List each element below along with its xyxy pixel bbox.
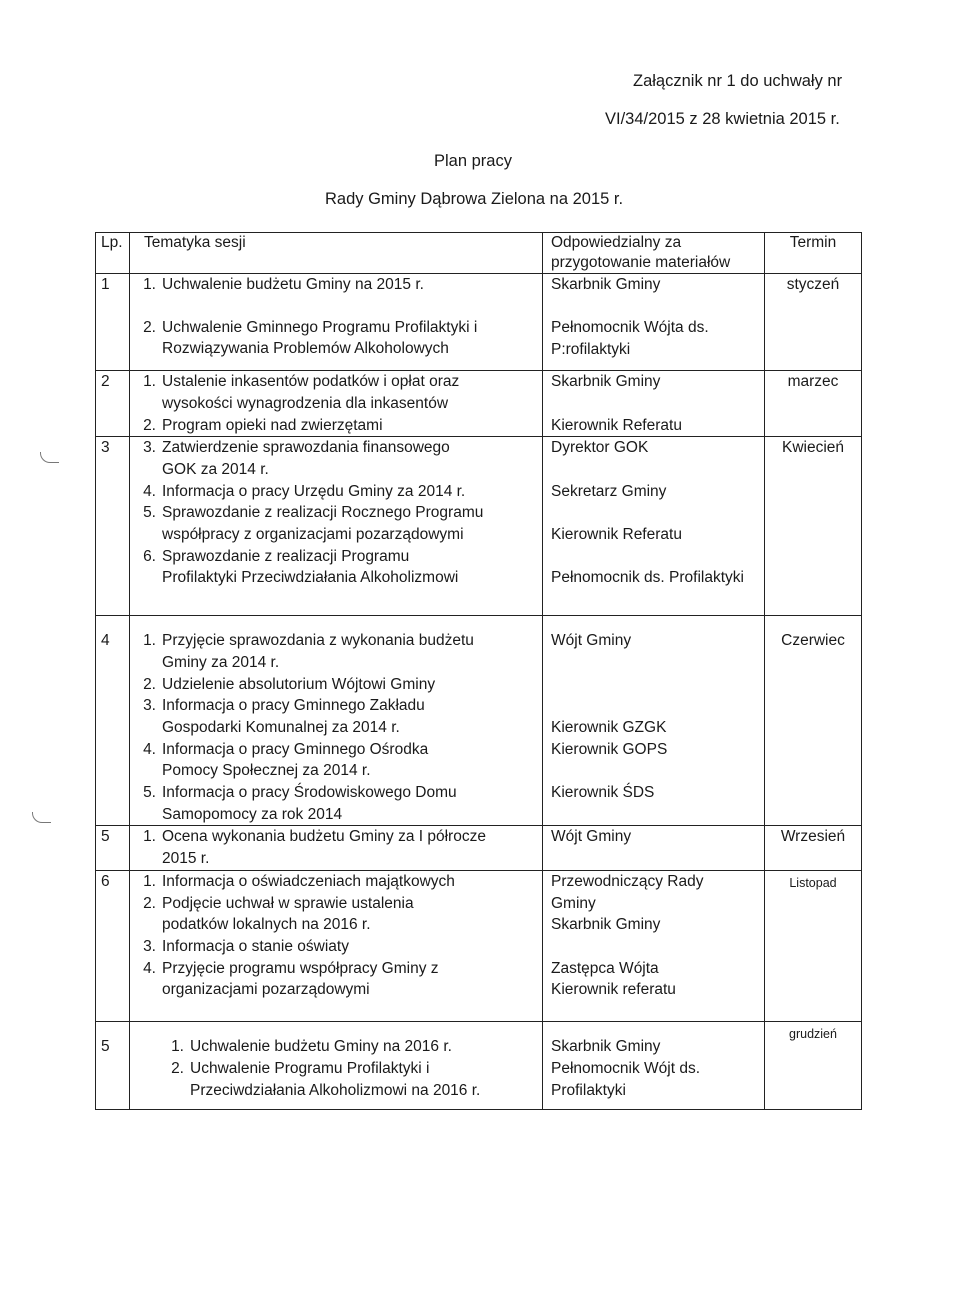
responsible-line: Kierownik GZGK <box>551 718 667 736</box>
topic-item-text: Ustalenie inkasentów podatków i opłat oraz <box>162 373 460 391</box>
topic-item-text: Sprawozdanie z realizacji Rocznego Programu <box>162 504 484 522</box>
title-line-1: Plan pracy <box>434 152 512 170</box>
responsible-line <box>551 652 760 674</box>
cell-lp: 5 <box>96 826 130 870</box>
responsible-line <box>551 393 760 415</box>
responsible-line: Sekretarz Gminy <box>551 482 667 500</box>
topic-item <box>130 695 542 738</box>
topic-item-number: 2. <box>171 1059 184 1077</box>
topic-item-number: 4. <box>143 482 156 500</box>
topic-item <box>130 826 542 869</box>
title-line-2: Rady Gminy Dąbrowa Zielona na 2015 r. <box>325 190 624 208</box>
responsible-line: Kierownik Referatu <box>551 526 682 543</box>
topic-item-text: Program opieki nad zwierzętami <box>162 416 383 434</box>
topic-item <box>130 893 542 936</box>
topic-item-number: 2. <box>143 416 156 434</box>
topic-item <box>130 782 542 825</box>
table-header-row <box>96 233 862 274</box>
table-row <box>96 371 862 437</box>
topic-item <box>130 871 542 893</box>
cell-term: Kwiecień <box>765 437 862 616</box>
topic-item-text: Ocena wykonania budżetu Gminy za I półrocze <box>162 828 486 846</box>
cell-topic <box>130 274 543 371</box>
topic-item-number: 1. <box>143 276 156 293</box>
cell-lp: 5 <box>96 1022 130 1110</box>
responsible-line: Kierownik referatu <box>551 981 676 999</box>
topic-item-number: 5. <box>143 504 156 522</box>
topic-item-number: 1. <box>143 828 156 846</box>
responsible-line: Kierownik GOPS <box>551 740 668 758</box>
cell-lp: 3 <box>96 437 130 616</box>
topic-item-text: Zatwierdzenie sprawozdania finansowego <box>162 439 450 457</box>
responsible-line <box>551 546 760 568</box>
responsible-line <box>551 502 760 524</box>
responsible-line: Przewodniczący Rady <box>551 872 704 890</box>
topic-item <box>130 739 542 782</box>
margin-mark <box>32 812 51 823</box>
responsible-line: Profilaktyki <box>551 1081 626 1099</box>
responsible-line: Skarbnik Gminy <box>551 373 661 391</box>
cell-lp: 4 <box>96 616 130 826</box>
topic-item-text: Informacja o oświadczeniach majątkowych <box>162 872 455 890</box>
cell-term: Czerwiec <box>765 616 862 826</box>
table-row <box>96 1022 862 1110</box>
cell-topic <box>130 870 543 1021</box>
topic-item-text: Rozwiązywania Problemów Alkoholowych <box>162 340 449 358</box>
cell-term: marzec <box>765 371 862 437</box>
topic-item <box>130 481 542 503</box>
topic-item-number: 5. <box>143 784 156 802</box>
topic-item-text <box>162 296 536 317</box>
cell-lp: 1 <box>96 274 130 371</box>
header-lp: Lp. <box>96 233 130 274</box>
cell-responsible <box>543 616 765 826</box>
topic-item <box>158 1058 542 1101</box>
header-term: Termin <box>765 233 862 274</box>
responsible-line: Gminy <box>551 894 596 912</box>
responsible-line: Skarbnik Gminy <box>551 1038 661 1056</box>
topic-item-number <box>130 296 162 317</box>
topic-item-text: Samopomocy za rok 2014 <box>162 805 343 823</box>
topic-item <box>130 958 542 1001</box>
topic-item-text: Profilaktyki Przeciwdziałania Alkoholizmowi <box>162 569 459 587</box>
cell-lp: 6 <box>96 870 130 1021</box>
cell-term: grudzień <box>765 1022 862 1110</box>
cell-topic <box>130 616 543 826</box>
topic-item-text: Udzielenie absolutorium Wójtowi Gminy <box>162 675 436 693</box>
responsible-line: Pełnomocnik ds. Profilaktyki <box>551 569 744 587</box>
topic-item <box>130 936 542 958</box>
topic-item-text: Podjęcie uchwał w sprawie ustalenia <box>162 894 414 912</box>
table-row <box>96 826 862 870</box>
topic-item-number: 1. <box>143 872 156 890</box>
topic-item-number: 2. <box>143 318 156 336</box>
responsible-line <box>551 695 760 717</box>
responsible-line <box>551 936 760 958</box>
topic-item-text: GOK za 2014 r. <box>162 460 269 478</box>
cell-topic <box>130 1022 543 1110</box>
cell-responsible <box>543 826 765 870</box>
topic-item-number: 4. <box>143 959 156 977</box>
cell-responsible <box>543 870 765 1021</box>
topic-item-number: 3. <box>143 937 156 955</box>
topic-item-number: 1. <box>143 373 156 391</box>
topic-item <box>130 437 542 480</box>
header-responsible-line: przygotowanie materiałów <box>551 254 731 271</box>
topic-item-text: wysokości wynagrodzenia dla inkasentów <box>162 394 449 412</box>
topic-item-text: Informacja o pracy Urzędu Gminy za 2014 r. <box>162 482 466 500</box>
topic-item <box>130 274 542 296</box>
topic-item-text: Informacja o pracy Gminnego Zakładu <box>162 697 425 715</box>
topic-item <box>130 502 542 545</box>
topic-item-text: Przeciwdziałania Alkoholizmowi na 2016 r. <box>190 1081 481 1099</box>
topic-item <box>130 546 542 589</box>
topic-item-number: 6. <box>143 547 156 565</box>
topic-item-text: organizacjami pozarządowymi <box>162 981 370 999</box>
responsible-line: Kierownik Referatu <box>551 416 682 434</box>
responsible-line: Wójt Gminy <box>551 828 632 846</box>
responsible-line: P:rofilaktyki <box>551 341 631 359</box>
topic-item <box>130 630 542 673</box>
responsible-line <box>551 459 760 481</box>
cell-topic <box>130 826 543 870</box>
cell-topic <box>130 437 543 616</box>
responsible-line: Wójt Gminy <box>551 632 632 650</box>
topic-item-number: 1. <box>143 632 156 650</box>
cell-responsible <box>543 274 765 371</box>
attachment-line-2: VI/34/2015 z 28 kwietnia 2015 r. <box>605 110 840 128</box>
responsible-line: Zastępca Wójta <box>551 959 659 977</box>
topic-item-text: współpracy z organizacjami pozarządowymi <box>162 526 464 544</box>
topic-item-text: Informacja o pracy Środowiskowego Domu <box>162 784 457 802</box>
topic-item-text: Pomocy Społecznej za 2014 r. <box>162 762 371 780</box>
responsible-line: Pełnomocnik Wójta ds. <box>551 319 709 337</box>
table-row <box>96 274 862 371</box>
responsible-line <box>551 674 760 696</box>
attachment-line-1: Załącznik nr 1 do uchwały nr <box>633 72 843 90</box>
cell-term: styczeń <box>765 274 862 371</box>
cell-term: Listopad <box>765 870 862 1021</box>
topic-item <box>158 1036 542 1058</box>
topic-item-text: Informacja o stanie oświaty <box>162 937 349 955</box>
cell-topic <box>130 371 543 437</box>
topic-item-number: 4. <box>143 740 156 758</box>
cell-term: Wrzesień <box>765 826 862 870</box>
topic-item <box>130 371 542 414</box>
responsible-line: Kierownik ŚDS <box>551 784 655 801</box>
header-topic: Tematyka sesji <box>130 233 543 274</box>
topic-item-text: podatków lokalnych na 2016 r. <box>162 916 371 934</box>
topic-item-text: Przyjęcie programu współpracy Gminy z <box>162 959 439 977</box>
cell-responsible <box>543 437 765 616</box>
topic-item-number: 2. <box>143 675 156 693</box>
topic-item <box>130 317 542 360</box>
topic-item-number: 1. <box>171 1038 184 1056</box>
topic-item <box>130 415 542 437</box>
responsible-line <box>551 760 760 782</box>
responsible-line: Skarbnik Gminy <box>551 276 661 293</box>
responsible-line: Dyrektor GOK <box>551 439 649 457</box>
topic-item-number: 3. <box>143 697 156 715</box>
topic-item-number: 3. <box>143 439 156 457</box>
topic-item-text: Informacja o pracy Gminnego Ośrodka <box>162 740 429 758</box>
table-row <box>96 437 862 616</box>
topic-item <box>130 674 542 696</box>
topic-item-text: Gminy za 2014 r. <box>162 653 280 671</box>
topic-item-number: 2. <box>143 894 156 912</box>
topic-item-text: Uchwalenie budżetu Gminy na 2016 r. <box>190 1038 452 1056</box>
header-responsible-line: Odpowiedzialny za <box>551 234 682 251</box>
topic-item-text: Sprawozdanie z realizacji Programu <box>162 547 410 565</box>
cell-lp: 2 <box>96 371 130 437</box>
margin-mark <box>40 452 59 463</box>
topic-item <box>130 296 542 317</box>
header-responsible <box>543 233 765 274</box>
table-row <box>96 870 862 1021</box>
work-plan-table <box>95 232 862 1110</box>
topic-item-text: Uchwalenie Programu Profilaktyki i <box>190 1059 430 1077</box>
topic-item-text: Uchwalenie Gminnego Programu Profilaktyki i <box>162 318 478 336</box>
responsible-line: Pełnomocnik Wójt ds. <box>551 1059 701 1077</box>
topic-item-text: 2015 r. <box>162 850 210 868</box>
responsible-line <box>551 296 760 318</box>
topic-item-text: Gospodarki Komunalnej za 2014 r. <box>162 718 400 736</box>
cell-responsible <box>543 371 765 437</box>
topic-item-text: Przyjęcie sprawozdania z wykonania budżetu <box>162 632 474 650</box>
table-row <box>96 616 862 826</box>
cell-responsible <box>543 1022 765 1110</box>
topic-item-text: Uchwalenie budżetu Gminy na 2015 r. <box>162 276 424 293</box>
responsible-line: Skarbnik Gminy <box>551 916 661 934</box>
